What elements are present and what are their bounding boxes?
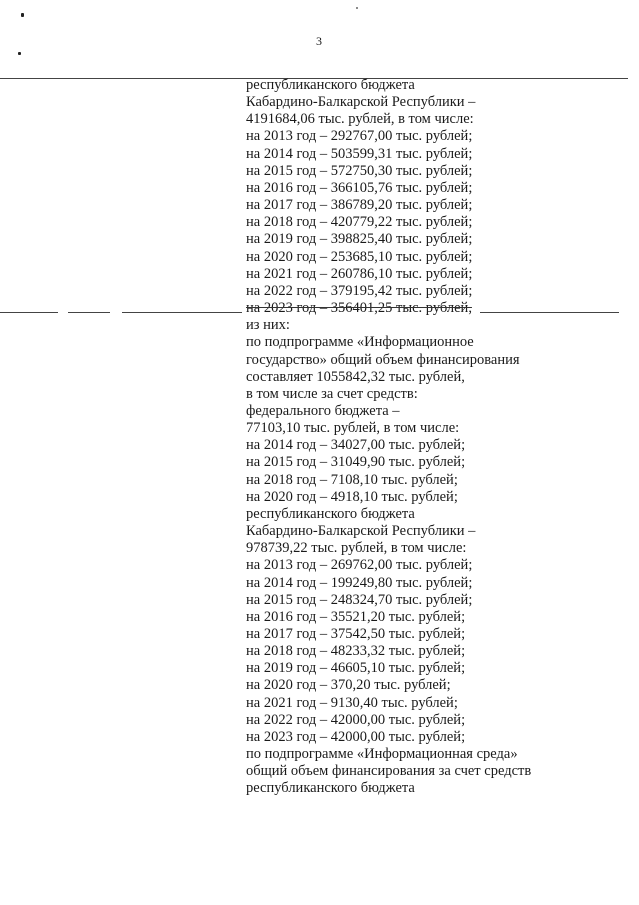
text-line: 4191684,06 тыс. рублей, в том числе:: [246, 111, 474, 128]
text-line: на 2014 год – 34027,00 тыс. рублей;: [246, 437, 466, 454]
text-line: республиканского бюджета: [246, 780, 415, 797]
table-border-fragment: [68, 312, 110, 313]
text-line: на 2014 год – 503599,31 тыс. рублей;: [246, 145, 473, 162]
text-line: на 2021 год – 260786,10 тыс. рублей;: [246, 265, 473, 282]
page-number: 3: [316, 34, 322, 48]
text-line: на 2014 год – 199249,80 тыс. рублей;: [246, 574, 473, 591]
text-line: из них:: [246, 317, 290, 334]
text-line: на 2015 год – 31049,90 тыс. рублей;: [246, 454, 466, 471]
text-line: на 2015 год – 572750,30 тыс. рублей;: [246, 162, 473, 179]
text-line: в том числе за счет средств:: [246, 385, 418, 402]
text-line: на 2019 год – 46605,10 тыс. рублей;: [246, 660, 466, 677]
text-line: республиканского бюджета: [246, 77, 415, 93]
text-line: на 2016 год – 366105,76 тыс. рублей;: [246, 179, 473, 196]
text-line: на 2013 год – 292767,00 тыс. рублей;: [246, 128, 473, 145]
text-line: государство» общий объем финансирования: [246, 351, 520, 368]
text-line: на 2017 год – 386789,20 тыс. рублей;: [246, 197, 473, 214]
text-line: на 2018 год – 48233,32 тыс. рублей;: [246, 643, 466, 660]
text-line: на 2019 год – 398825,40 тыс. рублей;: [246, 231, 473, 248]
text-line: республиканского бюджета: [246, 505, 415, 522]
text-line: 978739,22 тыс. рублей, в том числе:: [246, 540, 467, 557]
text-line: на 2023 год – 356401,25 тыс. рублей,: [246, 300, 472, 317]
text-line: на 2020 год – 253685,10 тыс. рублей;: [246, 248, 473, 265]
text-line: на 2023 год – 42000,00 тыс. рублей;: [246, 728, 466, 745]
text-line: на 2015 год – 248324,70 тыс. рублей;: [246, 591, 473, 608]
scan-speck: [21, 13, 24, 17]
text-line: на 2020 год – 4918,10 тыс. рублей;: [246, 488, 458, 505]
text-line: на 2022 год – 379195,42 тыс. рублей;: [246, 282, 473, 299]
text-line: на 2020 год – 370,20 тыс. рублей;: [246, 677, 451, 694]
text-line: на 2021 год – 9130,40 тыс. рублей;: [246, 694, 458, 711]
text-line: по подпрограмме «Информационная среда»: [246, 746, 518, 763]
financing-text-column: [246, 77, 636, 798]
text-line: на 2018 год – 420779,22 тыс. рублей;: [246, 214, 473, 231]
text-line: на 2022 год – 42000,00 тыс. рублей;: [246, 711, 466, 728]
scan-speck: [356, 7, 358, 9]
table-border-fragment: [0, 312, 58, 313]
scan-speck: [18, 52, 21, 55]
text-line: на 2017 год – 37542,50 тыс. рублей;: [246, 626, 466, 642]
text-line: на 2013 год – 269762,00 тыс. рублей;: [246, 557, 473, 574]
text-line: федерального бюджета –: [246, 402, 400, 419]
text-line: составляет 1055842,32 тыс. рублей,: [246, 368, 465, 385]
text-line: 77103,10 тыс. рублей, в том числе:: [246, 420, 460, 437]
text-line: общий объем финансирования за счет средств: [246, 763, 532, 780]
text-line: на 2016 год – 35521,20 тыс. рублей;: [246, 608, 466, 625]
text-line: по подпрограмме «Информационное: [246, 334, 474, 351]
text-line: Кабардино-Балкарской Республики –: [246, 94, 476, 111]
text-line: Кабардино-Балкарской Республики –: [246, 523, 476, 540]
table-border-fragment: [122, 312, 242, 313]
text-line: на 2018 год – 7108,10 тыс. рублей;: [246, 471, 458, 488]
